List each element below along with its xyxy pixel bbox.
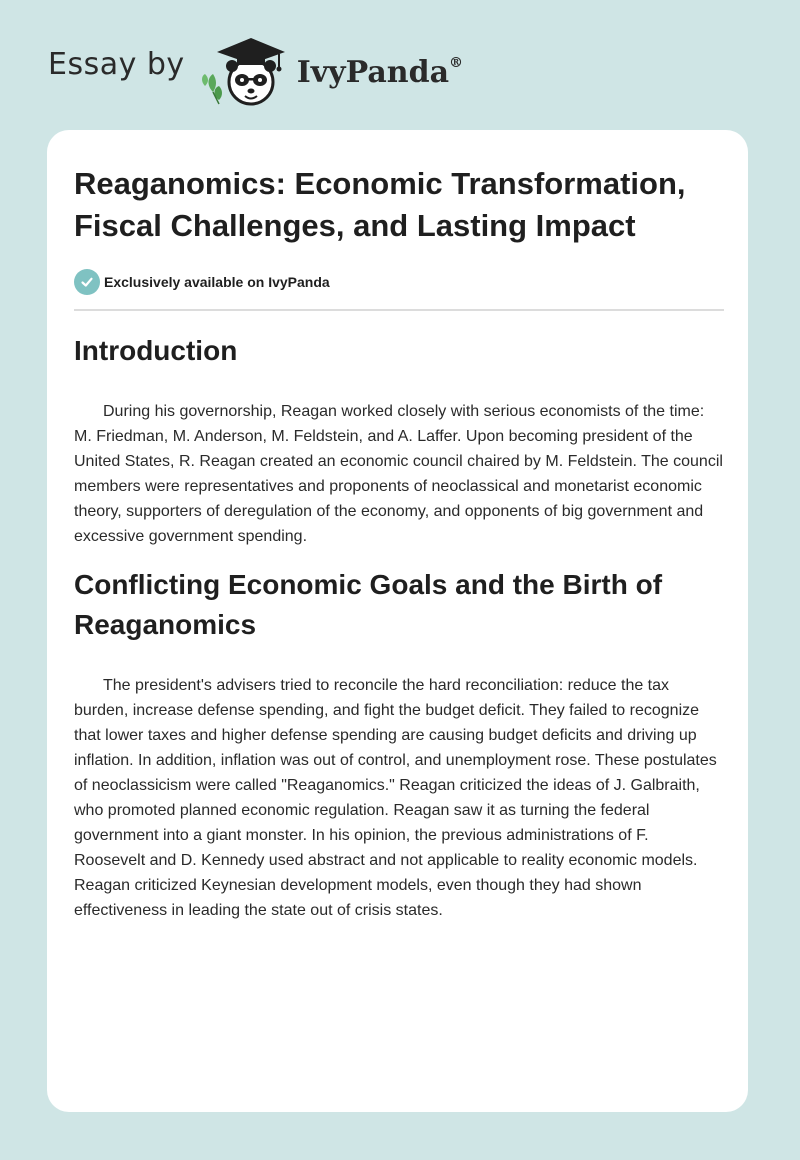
conflicting-goals-paragraph: The president's advisers tried to reconcile the hard reconciliation: reduce the tax burden, increase defense spending, and fight the budget deficit. They failed to recognize that lower taxes and higher defense spending are causing budget deficits and driving up inflation. In addition, inflation was out of control, and unemployment rose. These postulates of neoclassicism were called "Reaganomics." Reagan criticized the ideas of J. Galbraith, who promoted planned economic regulation. Reagan saw it as turning the federal government into a giant monster. In his opinion, the previous administrations of F. Roosevelt and D. Kennedy used abstract and not applicable to reality economic models. Reagan criticized Keynesian development models, even though they had shown effectiveness in leading the state out of crisis states. xyxy=(74,677,717,919)
essay-content xyxy=(74,163,724,923)
ivy-leaf-icon xyxy=(202,74,222,104)
registered-mark: ® xyxy=(449,54,464,71)
title-divider xyxy=(74,309,724,311)
section-heading-introduction: Introduction xyxy=(74,335,238,366)
introduction-paragraph: During his governorship, Reagan worked closely with serious economists of the time: M. Friedman, M. Anderson, M. Feldstein, and A. Laffer. Upon becoming president of the United States, R. Reagan created an economic council chaired by M. Feldstein. The council members were representatives and proponents of neoclassical and monetarist economic theory, supporters of deregulation of the economy, and opponents of big government and excessive government spending. xyxy=(74,403,723,545)
essay-title: Reaganomics: Economic Transformation, Fiscal Challenges, and Lasting Impact xyxy=(74,166,686,243)
panda-graduate-logo-icon[interactable] xyxy=(199,30,295,110)
exclusive-badge xyxy=(74,269,724,295)
section-heading-conflicting-goals: Conflicting Economic Goals and the Birth of Reaganomics xyxy=(74,569,663,640)
essay-card xyxy=(47,130,748,1112)
check-icon xyxy=(74,269,100,295)
site-header xyxy=(48,30,463,110)
essay-by-label: Essay by xyxy=(48,46,185,82)
brand-logo-text[interactable]: IvyPanda® xyxy=(296,54,464,90)
exclusive-badge-label: Exclusively available on IvyPanda xyxy=(104,274,330,290)
